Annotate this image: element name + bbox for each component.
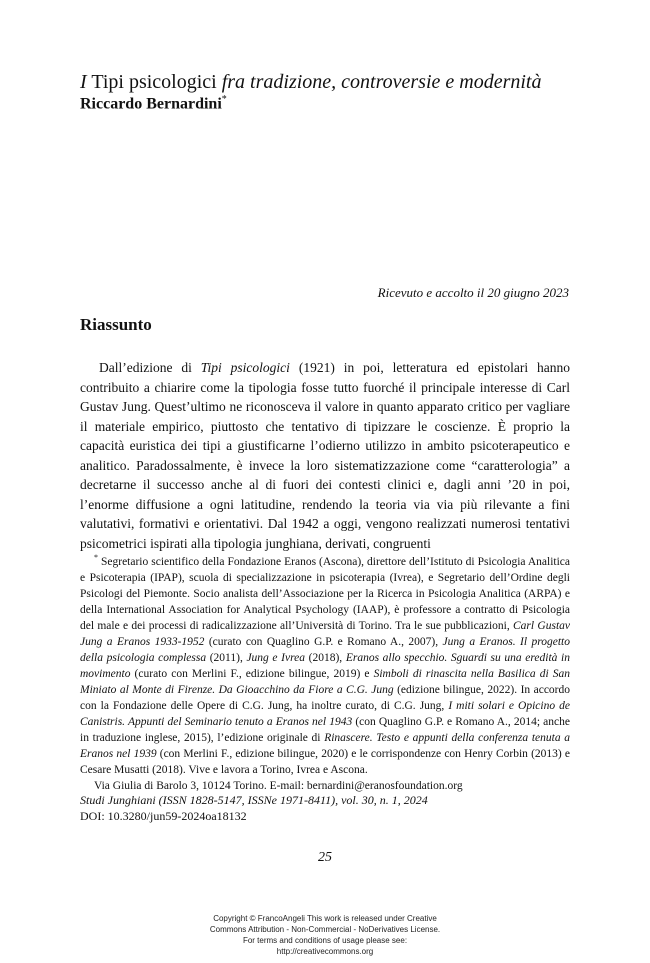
license-notice xyxy=(0,913,650,957)
title-roman-part: Tipi psicologici xyxy=(91,71,217,93)
footnote-text: (curato con Merlini F., edizione bilingue, 2019) e xyxy=(130,667,374,680)
article-title xyxy=(80,70,541,94)
footnote-work-title: Rinascere. Testo e appunti della conferenza tenuta a Eranos nel 1939 xyxy=(80,731,570,760)
author-footnote-mark: * xyxy=(221,94,227,105)
footnote-mark: * xyxy=(94,553,98,562)
title-italic-i: I xyxy=(80,71,87,93)
journal-doi: DOI: 10.3280/jun59-2024oa18132 xyxy=(80,809,247,823)
footnote-text: Segretario scientifico della Fondazione Eranos (Ascona), direttore dell’Istituto di Psicologia Analitica e Psicoterapia (IPAP), scuola di specializzazione in psicoterapia (Ivrea), e Segretario dell’Ordine degli Psicologi del Piemonte. Socio analista dell’Associazione per la Ricerca in Psicologia Analitica (ARPA) e della International Association for Analytical Psychology (IAAP), è professore a contratto di Psicologia del male e dei processi di radicalizzazione all’Università di Torino. Tra le sue pubblicazioni, xyxy=(80,555,570,632)
journal-citation: Studi Junghiani (ISSN 1828-5147, ISSNe 1971-8411), vol. 30, n. 1, 2024 xyxy=(80,793,428,807)
footnote-work-title: Jung e Ivrea xyxy=(246,651,306,664)
footnote-text: (con Quaglino G.P. e Romano A., 2014; anche in traduzione inglese, 2015), l’edizione originale di xyxy=(80,715,570,744)
footnote-text: (con Merlini F., edizione bilingue, 2020) e le corrispondenze con Henry Corbin (2013) e Cesare Musatti (2018). Vive e lavora a Torino, Ivrea e Ascona. xyxy=(80,747,570,776)
footnote-address: Via Giulia di Barolo 3, 10124 Torino. E-mail: bernardini@eranosfoundation.org xyxy=(94,779,463,792)
abstract-text-1: Dall’edizione di xyxy=(99,360,201,375)
footnote-work-title: Simboli di rinascita nella Basilica di San Miniato al Monte di Firenze. Da Gioacchino da Fiore a C.G. Jung xyxy=(80,667,570,696)
license-line: Copyright © FrancoAngeli This work is released under Creative xyxy=(213,914,437,923)
license-line: For terms and conditions of usage please see: xyxy=(242,936,408,945)
page-number: 25 xyxy=(318,850,332,865)
footnote-text: (2018), xyxy=(305,651,346,664)
footnote-work-title: I miti solari e Opicino de Canistris. Appunti del Seminario tenuto a Eranos nel 1943 xyxy=(80,699,570,728)
footnote-text: (edizione bilingue, 2022). In accordo con la Fondazione delle Opere di C.G. Jung, ha inoltre curato, di C.G. Jung, xyxy=(80,683,571,712)
abstract-paragraph xyxy=(80,358,570,553)
footnote-work-title: Eranos allo specchio. Sguardi su una eredità in movimento xyxy=(80,651,570,680)
author-name-text: Riccardo Bernardini xyxy=(80,95,222,113)
license-link: http://creativecommons.org xyxy=(276,947,374,956)
title-italic-part: fra tradizione, controversie e modernità xyxy=(221,71,542,93)
footnote-text: (2011), xyxy=(206,651,247,664)
author-name xyxy=(80,94,227,113)
received-date: Ricevuto e accolto il 20 giugno 2023 xyxy=(377,285,569,300)
footnote-bio xyxy=(80,550,570,778)
footnote-text: (curato con Quaglino G.P. e Romano A., 2007), xyxy=(204,635,443,648)
license-line: Commons Attribution - Non-Commercial - NoDerivatives License. xyxy=(209,925,441,934)
section-heading: Riassunto xyxy=(80,315,152,334)
abstract-text-2: (1921) in poi, letteratura ed epistolari hanno contribuito a chiarire come la tipologia fosse tutto fuorché il principale interesse di Carl Gustav Jung. Quest’ultimo ne riconosceva il valore in quanto apparato critico per vagliare il materiale empirico, piuttosto che tentativo di tipizzare le coscienze. È proprio la capacità euristica dei tipi a giustificarne l’odierno utilizzo in ambito psicoterapeutico e analitico. Paradossalmente, è invece la loro sistematizzazione come “caratterologia” a decretarne il successo anche al di fuori dei contesti clinici e, dagli anni ’20 in poi, l’enorme diffusione a ogni latitudine, rendendo la teoria via via più rilevante a fini valutativi, formativi e orientativi. Dal 1942 a oggi, vengono realizzati numerosi tentativi psicometrici ispirati alla tipologia junghiana, derivati, congruenti xyxy=(80,360,570,551)
author-footnote xyxy=(80,550,570,794)
abstract-book-title: Tipi psicologici xyxy=(200,360,290,375)
footnote-work-title: Jung a Eranos. Il progetto della psicologia complessa xyxy=(80,635,570,664)
footnote-work-title: Carl Gustav Jung a Eranos 1933-1952 xyxy=(80,619,570,648)
journal-info xyxy=(80,792,428,824)
